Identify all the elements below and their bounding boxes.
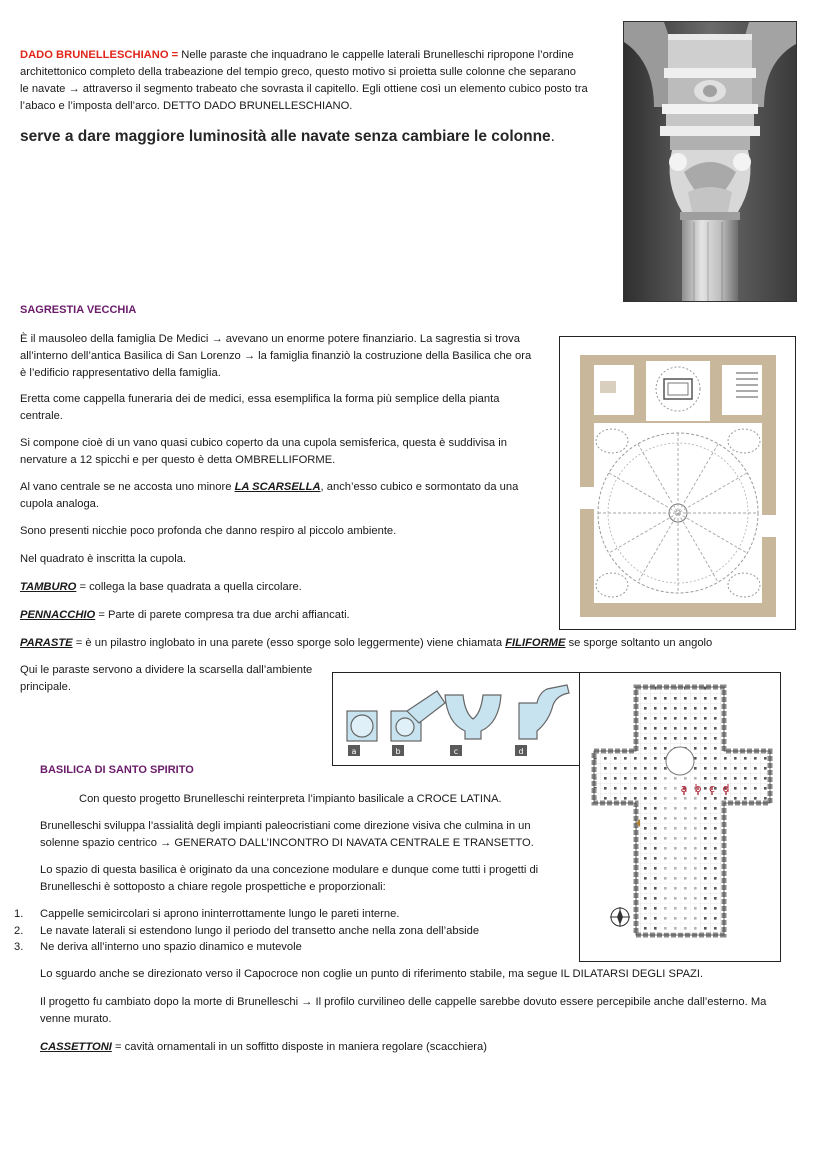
dado-emphasis <box>20 127 620 147</box>
spirito-p5-line1: Il progetto fu cambiato dopo la morte di Brunelleschi → Il profilo curvilineo delle cappelle sarebbe dovuto essere percepibile anche dall’esterno. Ma <box>40 996 767 1008</box>
paraste-end: se sporge soltanto un angolo <box>565 637 713 649</box>
pilaster-types-figure <box>332 672 582 766</box>
column-capital-photo <box>623 21 797 302</box>
scarsella-term: LA SCARSELLA <box>234 481 321 493</box>
list-item-text: Le navate laterali si estendono lungo il periodo del transetto anche nella zona dell’abside <box>40 924 480 937</box>
sagrestia-p4-post: , anch’esso cubico e sormontato da una <box>320 481 519 493</box>
sagrestia-p4-line2: cupola analoga. <box>20 498 100 510</box>
santo-spirito-floor-plan <box>580 673 780 961</box>
paraste-definition <box>20 635 810 652</box>
qui-paragraph <box>20 662 330 696</box>
sagrestia-p1-line1: È il mausoleo della famiglia De Medici → avevano un enorme potere finanziario. La sagrestia si trova <box>20 333 520 345</box>
sagrestia-p2-line1: Eretta come cappella funeraria dei de medici, essa esemplifica la forma più semplice della pianta <box>20 393 500 405</box>
sagrestia-p1-line3: è l’edificio rappresentativo della famiglia. <box>20 367 221 379</box>
cassettoni-term: CASSETTONI <box>40 1041 112 1053</box>
list-item-number: 3. <box>14 941 24 953</box>
sagrestia-p6: Nel quadrato è inscritta la cupola. <box>20 553 187 565</box>
plan-label-a: a <box>680 782 688 795</box>
spirito-intro: Con questo progetto Brunelleschi reinterpreta l’impianto basilicale a CROCE LATINA. <box>79 793 502 805</box>
list-item-text: Ne deriva all’interno uno spazio dinamico e mutevole <box>40 941 302 953</box>
spirito-p2 <box>40 818 580 852</box>
list-item <box>0 906 580 923</box>
list-item <box>0 923 580 940</box>
sagrestia-p4 <box>20 479 560 513</box>
sagrestia-plan-figure <box>559 336 796 630</box>
pilaster-b <box>391 691 445 741</box>
pilaster-label-b: b <box>395 747 401 756</box>
qui-line2: principale. <box>20 681 71 693</box>
sagrestia-p1-line2: all’interno dell’antica Basilica di San Lorenzo → la famiglia finanziò la costruzione della Basilica che ora <box>20 350 532 362</box>
spirito-p4: Lo sguardo anche se direzionato verso il Capocroce non coglie un punto di riferimento stabile, ma segue IL DILATARSI DEGLI SPAZI. <box>40 968 704 980</box>
dado-line1: Nelle paraste che inquadrano le cappelle laterali Brunelleschi ripropone l’ordine <box>181 49 574 61</box>
list-item-number: 2. <box>14 924 24 937</box>
spirito-list <box>0 906 580 956</box>
dado-emphasis-text: serve a dare maggiore luminosità alle navate senza cambiare le colonne <box>20 128 551 145</box>
dado-title: DADO BRUNELLESCHIANO = <box>20 49 179 61</box>
paraste-term: PARASTE <box>20 637 73 649</box>
sagrestia-p4-pre: Al vano centrale se ne accosta uno minore <box>20 481 235 493</box>
spirito-p3 <box>40 862 580 896</box>
sagrestia-p5: Sono presenti nicchie poco profonda che danno respiro al piccolo ambiente. <box>20 525 397 537</box>
santo-spirito-plan-figure <box>579 672 781 962</box>
list-item-text: Cappelle semicircolari si aprono ininterrottamente lungo le pareti interne. <box>40 908 400 920</box>
tamburo-definition <box>20 579 302 596</box>
spirito-p2-line1: Brunelleschi sviluppa l’assialità degli impianti paleocristiani come direzione visiva che culmina in un <box>40 820 531 832</box>
sagrestia-p2-line2: centrale. <box>20 410 63 422</box>
column-capital-illustration <box>624 22 796 301</box>
paraste-def: = è un pilastro inglobato in una parete (esso sporge solo leggermente) viene chiamata <box>72 637 506 649</box>
cassettoni-definition <box>40 1039 487 1056</box>
sagrestia-floor-plan <box>560 337 795 629</box>
pilaster-c <box>445 695 501 739</box>
dado-paragraph <box>20 47 620 115</box>
pennacchio-term: PENNACCHIO <box>20 609 96 621</box>
sagrestia-p3-line2: nervature a 12 spicchi e per questo è detta OMBRELLIFORME. <box>20 454 336 466</box>
spirito-p5 <box>40 994 820 1028</box>
tamburo-def: = collega la base quadrata a quella circolare. <box>76 581 302 593</box>
cassettoni-def: = cavità ornamentali in un soffitto disposte in maniera regolare (scacchiera) <box>111 1041 487 1053</box>
list-item <box>0 939 580 956</box>
tamburo-term: TAMBURO <box>20 581 77 593</box>
sagrestia-p3 <box>20 435 560 469</box>
sagrestia-p2 <box>20 391 560 425</box>
plan-label-c: c <box>708 782 716 795</box>
spirito-p2-line2: solenne spazio centrico → GENERATO DALL’INCONTRO DI NAVATA CENTRALE E TRANSETTO. <box>40 837 534 849</box>
pilaster-types-diagram <box>333 673 581 765</box>
spirito-p5-line2: venne murato. <box>40 1013 112 1025</box>
sagrestia-p1 <box>20 331 560 382</box>
sagrestia-title: SAGRESTIA VECCHIA <box>20 304 137 316</box>
spirito-title: BASILICA DI SANTO SPIRITO <box>40 764 194 776</box>
compass-rose-icon <box>610 907 630 927</box>
filiforme-term: FILIFORME <box>505 637 566 649</box>
spirito-p3-line1: Lo spazio di questa basilica è originato da una concezione modulare e dunque come tutti i progetti di <box>40 864 539 876</box>
plan-label-d: d <box>722 782 730 795</box>
sagrestia-p3-line1: Si compone cioè di un vano quasi cubico coperto da una cupola semisferica, questa è suddivisa in <box>20 437 507 449</box>
pilaster-a <box>347 711 377 741</box>
list-item-number: 1. <box>14 908 24 920</box>
dado-line2: architettonico completo della trabeazione del tempio greco, questo motivo si proietta sulle colonne che separano <box>20 66 576 78</box>
spirito-p3-line2: Brunelleschi è sottoposto a chiare regole prospettiche e proporzionali: <box>40 881 386 893</box>
dado-emphasis-dot: . <box>550 128 555 145</box>
qui-line1: Qui le paraste servono a dividere la scarsella dall’ambiente <box>20 664 313 676</box>
pilaster-label-c: c <box>453 747 459 756</box>
plan-label-b: b <box>694 782 702 795</box>
dado-line3: le navate → attraverso il segmento trabeato che sovrasta il capitello. Egli ottiene così un elemento cubico posto tra <box>20 83 588 95</box>
pilaster-label-d: d <box>518 747 524 756</box>
pennacchio-def: = Parte di parete compresa tra due archi affiancati. <box>95 609 350 621</box>
pilaster-d <box>519 685 569 739</box>
dado-line4: l’abaco e l’imposta dell’arco. DETTO DADO BRUNELLESCHIANO. <box>20 100 353 112</box>
pennacchio-definition <box>20 607 350 624</box>
pilaster-label-a: a <box>351 747 357 756</box>
